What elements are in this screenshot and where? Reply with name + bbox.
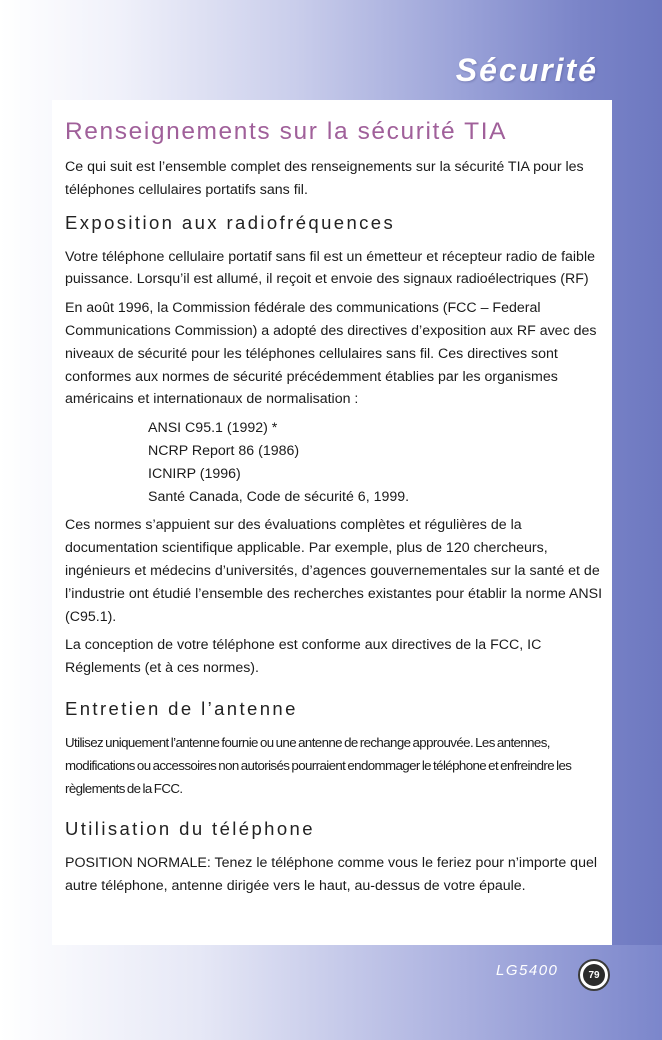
content-panel — [52, 100, 612, 945]
standard-item: NCRP Report 86 (1986) — [148, 442, 300, 459]
standard-item: ANSI C95.1 (1992) * — [148, 420, 278, 437]
antenna-paragraph: Utilisez uniquement l’antenne fournie ou une antenne de rechange approuvée. Les antennes, modifications ou accessoires non autorisés pourraient endommager le téléphone et enfreindre les règlements de la FCC. — [65, 734, 572, 796]
standards-list — [65, 417, 605, 508]
heading-exposure: Exposition aux radiofréquences — [65, 211, 396, 233]
usage-paragraph: POSITION NORMALE: Tenez le téléphone comme vous le feriez pour n’importe quel autre téléphone, antenne dirigée vers le haut, au-dessus de votre épaule. — [65, 855, 598, 895]
section-header: Sécurité — [455, 52, 598, 88]
intro-paragraph: Ce qui suit est l’ensemble complet des renseignements sur la sécurité TIA pour les téléphones cellulaires portatifs sans fil. — [65, 159, 584, 198]
page-number: 79 — [583, 964, 605, 986]
heading-antenna: Entretien de l’antenne — [65, 697, 298, 719]
standard-item: ICNIRP (1996) — [148, 465, 241, 482]
exposure-paragraph-3: Ces normes s’appuient sur des évaluations complètes et régulières de la documentation scientifique applicable. Par exemple, plus de 120 chercheurs, ingénieurs et médecins d’universités, d’agences gouvernementales sur la santé et de l’industrie ont étudié l’ensemble des recherches existantes pour établir la norme ANSI (C95.1). — [65, 517, 603, 625]
page-title: Renseignements sur la sécurité TIA — [65, 118, 508, 145]
model-name: LG5400 — [496, 962, 559, 979]
page-number-badge — [578, 959, 610, 991]
exposure-paragraph-2: En août 1996, la Commission fédérale des communications (FCC – Federal Communications Commission) a adopté des directives d’exposition aux RF avec des niveaux de sécurité pour les téléphones cellulaires sans fil. Ces directives sont conformes aux normes de sécurité précédemment établies par les organismes américains et internationaux de normalisation : — [65, 300, 597, 408]
heading-usage: Utilisation du téléphone — [65, 818, 315, 840]
exposure-paragraph-4: La conception de votre téléphone est conforme aux directives de la FCC, IC Réglements (et à ces normes). — [65, 637, 542, 677]
page-footer-band — [0, 945, 662, 1040]
standard-item: Santé Canada, Code de sécurité 6, 1999. — [148, 488, 410, 505]
exposure-paragraph-1: Votre téléphone cellulaire portatif sans fil est un émetteur et récepteur radio de faible puissance. Lorsqu’il est allumé, il reçoit et envoie des signaux radioélectriques (RF) — [65, 248, 595, 288]
